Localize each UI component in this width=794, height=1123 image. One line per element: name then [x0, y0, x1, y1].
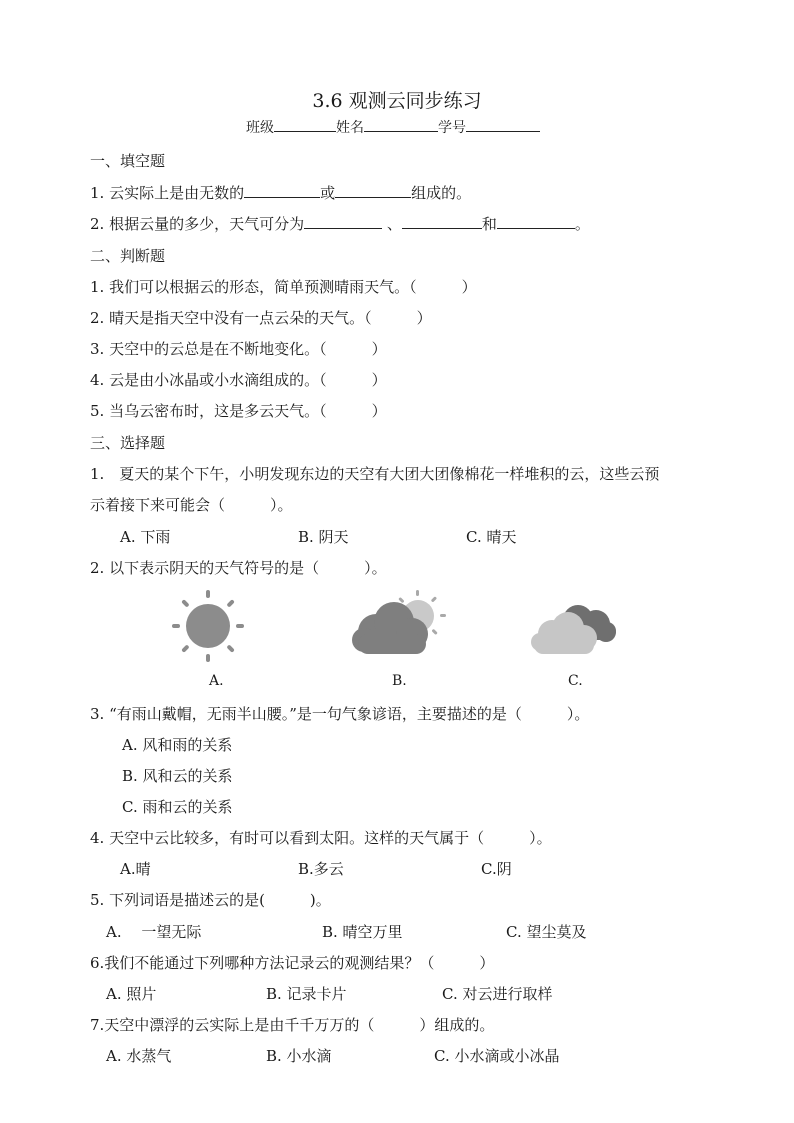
fill-q1-text-b: 或 — [320, 184, 336, 202]
choice-q7-option-a[interactable]: A. 水蒸气 — [106, 1047, 172, 1065]
choice-q7-stem: 7.天空中漂浮的云实际上是由千千万万的（ ）组成的。 — [90, 1016, 495, 1034]
choice-q1-option-c[interactable]: C. 晴天 — [466, 528, 517, 546]
class-label: 班级 — [246, 120, 274, 136]
cloud-icon[interactable] — [530, 598, 620, 662]
judge-item-5: 5. 当乌云密布时，这是多云天气。（ ） — [90, 402, 387, 420]
choice-q4-option-b[interactable]: B.多云 — [298, 860, 344, 878]
fill-q1-blank-2[interactable] — [335, 183, 411, 198]
choice-q6-option-a[interactable]: A. 照片 — [106, 985, 157, 1003]
choice-q6-stem: 6.我们不能通过下列哪种方法记录云的观测结果？（ ） — [90, 954, 495, 972]
id-field[interactable] — [466, 117, 540, 132]
icon-caption-b: B. — [392, 673, 407, 689]
fill-q2-text-b: 、 — [382, 215, 402, 233]
class-field[interactable] — [274, 117, 336, 132]
choice-q1-option-b[interactable]: B. 阴天 — [298, 528, 349, 546]
fill-q1-text-c: 组成的。 — [411, 184, 472, 202]
choice-q1-option-a[interactable]: A. 下雨 — [120, 528, 171, 546]
judge-item-1: 1. 我们可以根据云的形态，简单预测晴雨天气。（ ） — [90, 278, 477, 296]
fill-q2-blank-3[interactable] — [497, 214, 575, 229]
section-heading-choice: 三、选择题 — [90, 434, 166, 452]
choice-q4-option-c[interactable]: C.阴 — [481, 860, 512, 878]
choice-q3-option-a[interactable]: A. 风和雨的关系 — [122, 736, 233, 754]
fill-q1-text-a: 1. 云实际上是由无数的 — [90, 184, 245, 202]
section-heading-judge: 二、判断题 — [90, 247, 166, 265]
sun-disc — [186, 604, 230, 648]
choice-q1-stem-line1: 1. 夏天的某个下午，小明发现东边的天空有大团大团像棉花一样堆积的云，这些云预 — [90, 465, 660, 483]
judge-item-3: 3. 天空中的云总是在不断地变化。（ ） — [90, 340, 387, 358]
student-info-row — [246, 117, 540, 137]
fill-q2-text-c: 和 — [481, 215, 497, 233]
icon-caption-c: C. — [568, 673, 583, 689]
choice-q6-option-c[interactable]: C. 对云进行取样 — [442, 985, 553, 1003]
icon-caption-a: A. — [209, 673, 224, 689]
choice-q5-stem: 5. 下列词语是描述云的是( )。 — [90, 891, 331, 909]
sun-icon[interactable] — [170, 588, 246, 664]
choice-q3-stem: 3. “有雨山戴帽，无雨半山腰。”是一句气象谚语，主要描述的是（ ）。 — [90, 705, 590, 723]
choice-q6-option-b[interactable]: B. 记录卡片 — [266, 985, 347, 1003]
choice-q7-option-b[interactable]: B. 小水滴 — [266, 1047, 332, 1065]
fill-q2-text-a: 2. 根据云量的多少，天气可分为 — [90, 215, 305, 233]
choice-q5-option-c[interactable]: C. 望尘莫及 — [506, 923, 587, 941]
choice-q3-option-c[interactable]: C. 雨和云的关系 — [122, 798, 233, 816]
fill-question-1 — [90, 182, 471, 203]
choice-q4-option-a[interactable]: A.晴 — [120, 860, 151, 878]
judge-item-4: 4. 云是由小冰晶或小水滴组成的。（ ） — [90, 371, 387, 389]
choice-q3-option-b[interactable]: B. 风和云的关系 — [122, 767, 233, 785]
fill-question-2 — [90, 213, 590, 234]
choice-q7-option-c[interactable]: C. 小水滴或小冰晶 — [434, 1047, 560, 1065]
choice-q1-stem-line2: 示着接下来可能会（ ）。 — [90, 496, 293, 514]
choice-q5-option-b[interactable]: B. 晴空万里 — [322, 923, 403, 941]
page-title: 3.6 观测云同步练习 — [312, 90, 482, 112]
name-label: 姓名 — [336, 120, 364, 136]
fill-q1-blank-1[interactable] — [244, 183, 320, 198]
fill-q2-text-d: 。 — [574, 215, 590, 233]
id-label: 学号 — [438, 120, 466, 136]
choice-q5-option-a[interactable]: A. 一望无际 — [106, 923, 202, 941]
choice-q2-stem: 2. 以下表示阴天的天气符号的是（ ）。 — [90, 559, 387, 577]
cloud-sun-icon[interactable] — [350, 590, 450, 662]
fill-q2-blank-2[interactable] — [402, 214, 482, 229]
judge-item-2: 2. 晴天是指天空中没有一点云朵的天气。（ ） — [90, 309, 432, 327]
section-heading-fill: 一、填空题 — [90, 152, 166, 170]
fill-q2-blank-1[interactable] — [304, 214, 382, 229]
choice-q4-stem: 4. 天空中云比较多，有时可以看到太阳。这样的天气属于（ ）。 — [90, 829, 552, 847]
name-field[interactable] — [364, 117, 438, 132]
